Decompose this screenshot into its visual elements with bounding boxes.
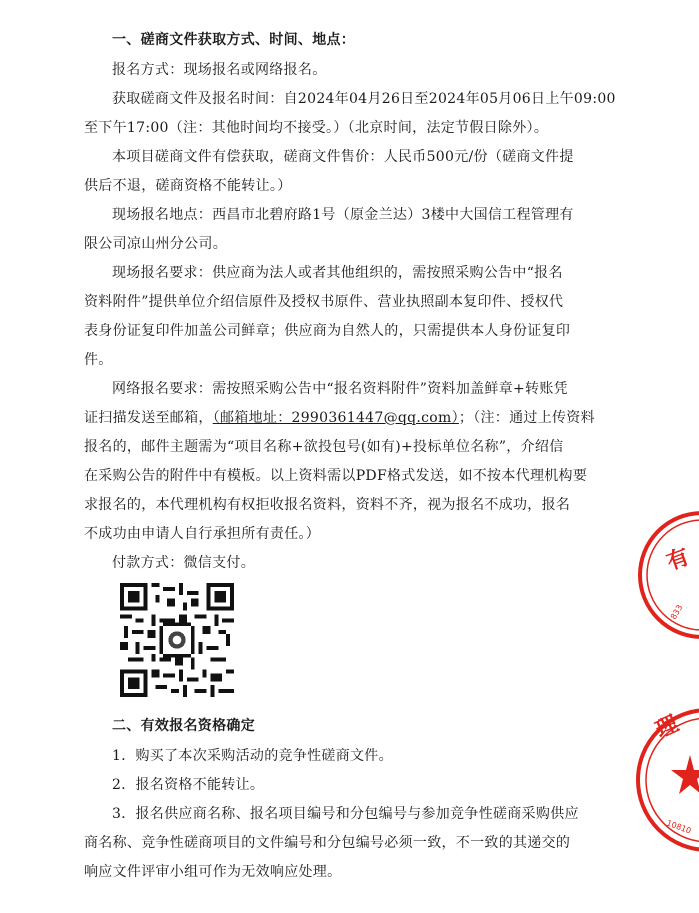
online-req-line3: 报名的，邮件主题需为“项目名称+欲投包号(如有)+投标单位名称”，介绍信 xyxy=(84,439,564,455)
online-req-line6: 不成功由申请人自行承担所有责任。） xyxy=(84,526,321,542)
fee-line1: 本项目磋商文件有偿获取，磋商文件售价：人民币500元/份（磋商文件提 xyxy=(112,149,574,165)
stamp-fragment-b: 理 xyxy=(651,711,683,744)
stamp-digits-a: 833 xyxy=(668,603,685,621)
location-line2: 限公司凉山州分公司。 xyxy=(84,236,227,252)
email-link[interactable]: （邮箱地址：2990361447@qq.com） xyxy=(212,410,459,426)
online-req-line2-start: 证扫描发送至邮箱， xyxy=(84,410,213,426)
onsite-req-line4: 件。 xyxy=(84,352,113,368)
signup-time-line2: 至下午17:00（注：其他时间均不接受。）（北京时间，法定节假日除外）。 xyxy=(84,120,549,136)
onsite-req-line2: 资料附件”提供单位介绍信原件及授权书原件、营业执照副本复印件、授权代 xyxy=(84,294,564,310)
payment-method: 付款方式：微信支付。 xyxy=(112,555,255,571)
qualification-item-3-line1: 3．报名供应商名称、报名项目编号和分包编号与参加竞争性磋商采购供应 xyxy=(112,806,579,822)
onsite-req-line1: 现场报名要求：供应商为法人或者其他组织的，需按照采购公告中“报名 xyxy=(112,265,563,281)
stamp-digits-b: 10810 xyxy=(665,818,693,836)
qualification-item-3-line2: 商名称、竞争性磋商项目的文件编号和分包编号必须一致，不一致的其递交的 xyxy=(84,835,571,851)
online-req-line4: 在采购公告的附件中有模板。以上资料需以PDF格式发送，如不按本代理机构要 xyxy=(84,468,588,484)
stamp-star-icon xyxy=(671,755,699,794)
onsite-req-line3: 表身份证复印件加盖公司鲜章；供应商为自然人的，只需提供本人身份证复印 xyxy=(84,323,571,339)
online-req-line2 xyxy=(84,408,604,428)
qualification-item-3-line3: 响应文件评审小组可作为无效响应处理。 xyxy=(84,864,342,880)
location-line1: 现场报名地点：西昌市北碧府路1号（原金兰达）3楼中大国信工程管理有 xyxy=(112,207,574,223)
section2-title: 二、有效报名资格确定 xyxy=(112,718,255,734)
company-seal-stamp xyxy=(630,480,699,880)
signup-time-line1: 获取磋商文件及报名时间：自2024年04月26日至2024年05月06日上午09:00 xyxy=(112,91,616,107)
wechat-qr-code xyxy=(120,583,234,697)
qualification-item-1: 1．购买了本次采购活动的竞争性磋商文件。 xyxy=(112,748,393,764)
online-req-line5: 求报名的，本代理机构有权拒收报名资料，资料不齐，视为报名不成功，报名 xyxy=(84,497,571,513)
online-req-line1: 网络报名要求：需按照采购公告中“报名资料附件”资料加盖鲜章+转账凭 xyxy=(112,381,568,397)
qualification-item-2: 2．报名资格不能转让。 xyxy=(112,777,265,793)
stamp-fragment-a: 有 xyxy=(663,544,693,576)
signup-method: 报名方式：现场报名或网络报名。 xyxy=(112,62,327,78)
section1-title: 一、磋商文件获取方式、时间、地点： xyxy=(112,32,356,48)
online-req-line2-end: ；（注：通过上传资料 xyxy=(458,410,595,426)
fee-line2: 供后不退，磋商资格不能转让。） xyxy=(84,178,292,194)
